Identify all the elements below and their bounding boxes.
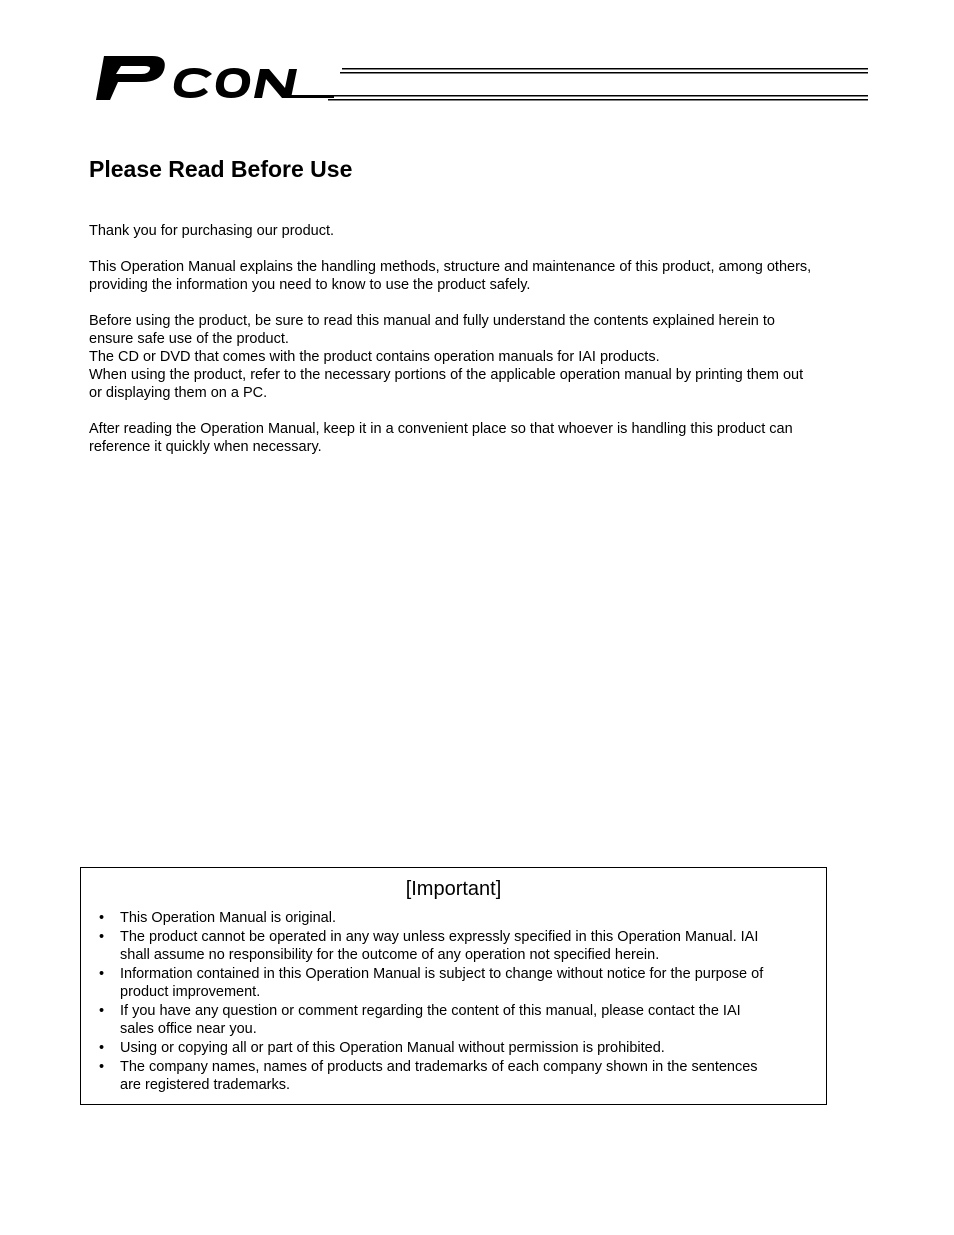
list-item <box>99 1039 812 1057</box>
list-item <box>99 909 812 927</box>
page-title: Please Read Before Use <box>89 156 353 182</box>
text-line: The company names, names of products and trademarks of each company shown in the sentences <box>120 1059 758 1075</box>
intro-text <box>89 222 879 474</box>
text-line: or displaying them on a PC. <box>89 385 268 401</box>
text-line: product improvement. <box>120 984 261 1000</box>
text-line: Information contained in this Operation Manual is subject to change without notice for the purpose of <box>120 966 764 982</box>
important-list <box>81 909 826 1094</box>
bullet-icon: • <box>99 1003 105 1019</box>
bullet-icon: • <box>99 929 105 945</box>
text-line: After reading the Operation Manual, keep it in a convenient place so that whoever is handling this product can <box>89 421 793 437</box>
text-line: are registered trademarks. <box>120 1077 291 1093</box>
text-line: The product cannot be operated in any way unless expressly specified in this Operation Manual. IAI <box>120 929 759 945</box>
bullet-icon: • <box>99 966 105 982</box>
text-line: shall assume no responsibility for the outcome of any operation not specified herein. <box>120 947 660 963</box>
intro-paragraph <box>89 312 879 402</box>
important-heading: [Important] <box>405 878 502 900</box>
text-line: reference it quickly when necessary. <box>89 439 322 455</box>
intro-paragraph <box>89 420 879 456</box>
list-item <box>99 928 812 964</box>
text-line: ensure safe use of the product. <box>89 331 289 347</box>
header-rule-lines <box>328 68 868 102</box>
pcon-logo <box>94 52 334 104</box>
text-line: providing the information you need to know to use the product safely. <box>89 277 531 293</box>
intro-paragraph <box>89 258 879 294</box>
page-header <box>94 52 870 104</box>
intro-paragraph <box>89 222 879 240</box>
text-line: When using the product, refer to the necessary portions of the applicable operation manual by printing them out <box>89 367 804 383</box>
text-line: This Operation Manual explains the handling methods, structure and maintenance of this product, among others, <box>89 259 812 275</box>
list-item <box>99 965 812 1001</box>
important-notice-box <box>80 867 827 1105</box>
bullet-icon: • <box>99 910 105 926</box>
text-line: Thank you for purchasing our product. <box>89 223 335 239</box>
text-line: Using or copying all or part of this Operation Manual without permission is prohibited. <box>120 1040 665 1056</box>
text-line: This Operation Manual is original. <box>120 910 336 926</box>
list-item <box>99 1058 812 1094</box>
text-line: sales office near you. <box>120 1021 257 1037</box>
list-item <box>99 1002 812 1038</box>
text-line: Before using the product, be sure to read this manual and fully understand the contents explained herein to <box>89 313 775 329</box>
text-line: If you have any question or comment regarding the content of this manual, please contact the IAI <box>120 1003 741 1019</box>
bullet-icon: • <box>99 1040 105 1056</box>
bullet-icon: • <box>99 1059 105 1075</box>
text-line: The CD or DVD that comes with the product contains operation manuals for IAI products. <box>89 349 660 365</box>
